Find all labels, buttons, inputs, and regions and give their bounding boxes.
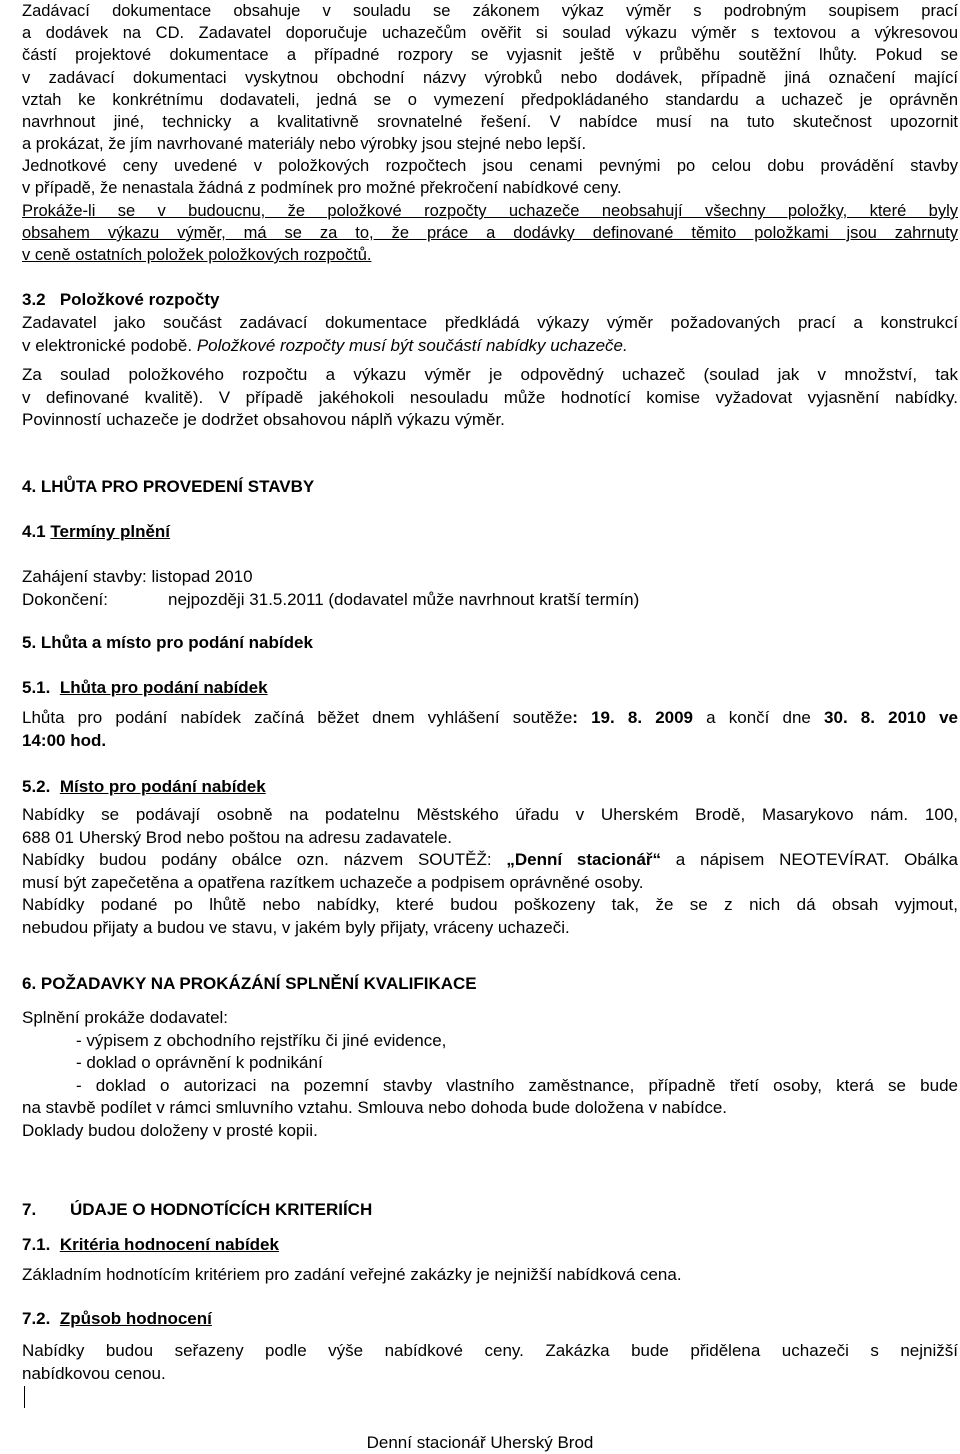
section-number: 5.1. <box>22 678 51 697</box>
section-6-heading: 6. POŽADAVKY NA PROKÁZÁNÍ SPLNĚNÍ KVALIFIKACE <box>22 974 477 993</box>
body-text: v elektronické podobě. <box>22 335 197 355</box>
body-line: Základním hodnotícím kritériem pro zadání veřejné zakázky je nejnižší nabídková cena. <box>22 1265 682 1284</box>
deadline-text: Lhůta pro podání nabídek začíná běžet dnem vyhlášení soutěže <box>22 708 573 727</box>
underlined-line: v ceně ostatních položek položkových rozpočtů. <box>22 246 372 264</box>
intro-line: částí projektové dokumentace a případné rozpory se vyjasnit ještě v průběhu soutěžní lhůty. Pokud se <box>22 46 958 64</box>
prices-line: Jednotkové ceny uvedené v položkových rozpočtech jsou cenami pevnými po celou dobu provádění stavby <box>22 157 958 175</box>
section-5-heading: 5. Lhůta a místo pro podání nabídek <box>22 633 313 652</box>
body-italic: Položkové rozpočty musí být součástí nabídky uchazeče. <box>196 335 628 355</box>
section-4-heading: 4. LHŮTA PRO PROVEDENÍ STAVBY <box>22 477 315 496</box>
intro-line: Zadávací dokumentace obsahuje v souladu se zákonem výkaz výměr s podrobným soupisem prací <box>22 2 958 20</box>
body-line: Nabídky budou seřazeny podle výše nabídkové ceny. Zakázka bude přidělena uchazeči s nejnižší <box>22 1341 958 1360</box>
intro-line: v zadávací dokumentaci vyskytnou obchodní názvy výrobků nebo dodávek, případně jiná označení mající <box>22 69 958 87</box>
deadline-end: 30. 8. 2010 ve <box>824 708 958 727</box>
body-line: Splnění prokáže dodavatel: <box>22 1008 229 1027</box>
section-3-2-body <box>22 312 958 357</box>
underlined-line: obsahem výkazu výměr, má se za to, že práce a dodávky definované těmito položkami jsou zahrnuty <box>22 224 958 242</box>
section-number: 7.1. <box>22 1235 51 1254</box>
section-5-1-body <box>22 707 958 752</box>
section-title: Položkové rozpočty <box>59 290 220 309</box>
section-title: Kritéria hodnocení nabídek <box>59 1235 279 1254</box>
section-6-body <box>22 1007 958 1142</box>
revision-bar <box>24 1386 25 1408</box>
section-number: 4.1 <box>22 522 46 541</box>
intro-line: a prokázat, že jím navrhované materiály nebo výrobky jsou stejné nebo lepší. <box>22 135 587 153</box>
section-title: Místo pro podání nabídek <box>59 777 266 796</box>
section-5-2-body: Nabídky se podávají osobně na podatelnu Městského úřadu v Uherském Brodě, Masarykovo nám. 100, 688 01 Uherský Brod nebo poštou na adresu zadavatele. Nabídky budou podány obálce ozn. názvem SOUTĚŽ: „Denní stacionář“ a nápisem NEOTEVÍRAT. Obálka musí být zapečetěna a opatřena razítkem uchazeče a podpisem oprávněné osoby. Nabídky podané po lhůtě nebo nabídky, které budou poškozeny tak, že se z nich dá obsah vyjmout, nebudou přijaty a budou ve stavu, v jakém byly přijaty, vráceny uchazeči. <box>22 804 958 939</box>
section-3-2-heading <box>22 289 958 312</box>
intro-line: navrhnout jiné, technicky a kvalitativně srovnatelné řešení. V nabídce musí na tuto skutečnost upozornit <box>22 113 958 131</box>
unit-prices-paragraph <box>22 155 958 199</box>
prices-line: v případě, že nenastala žádná z podmínek pro možné překročení nabídkové ceny. <box>22 179 622 197</box>
section-3-2-para2 <box>22 364 958 432</box>
intro-paragraph <box>22 0 958 155</box>
underlined-paragraph <box>22 200 958 266</box>
section-7-heading <box>22 1199 958 1222</box>
body-line: nebudou přijaty a budou ve stavu, v jakém byly přijaty, vráceny uchazeči. <box>22 917 570 937</box>
end-value: nejpozději 31.5.2011 (dodavatel může navrhnout kratší termín) <box>168 589 640 609</box>
body-line: Povinností uchazeče je dodržet obsahovou náplň výkazu výměr. <box>22 410 505 429</box>
section-7-2-heading <box>22 1308 958 1331</box>
section-7-1-body <box>22 1264 958 1287</box>
intro-line: a dodávek na CD. Zadavatel doporučuje uchazečům ověřit si soulad výkazu výměr s textovou a výkresovou <box>22 24 958 42</box>
underlined-line: Prokáže-li se v budoucnu, že položkové rozpočty uchazeče neobsahují všechny položky, které byly <box>22 202 958 220</box>
section-number: 3.2 <box>22 290 46 309</box>
deadline-start: : 19. 8. 2009 <box>572 708 694 727</box>
section-title: ÚDAJE O HODNOTÍCÍCH KRITERIÍCH <box>70 1200 373 1219</box>
end-label: Dokončení: <box>22 589 108 609</box>
qualification-item: - doklad o oprávnění k podnikání <box>76 1053 323 1072</box>
qualification-item: - výpisem z obchodního rejstříku či jiné evidence, <box>76 1030 447 1050</box>
section-7-1-heading <box>22 1234 958 1257</box>
section-number: 5.2. <box>22 777 51 796</box>
competition-name: „Denní stacionář“ <box>506 850 662 869</box>
body-line: na stavbě podílet v rámci smluvního vztahu. Smlouva nebo dohoda bude doložena v nabídce. <box>22 1098 728 1117</box>
qualification-item: - doklad o autorizaci na pozemní stavby vlastního zaměstnance, případně třetí osoby, která se bude <box>76 1075 958 1095</box>
body-line: v definované kvalitě). V případě jakéhokoli nesouladu může hodnotící komise vyžadovat vyjasnění nabídky. <box>22 387 958 407</box>
section-number: 7. <box>22 1200 37 1219</box>
deadline-mid: a končí dne <box>693 708 825 727</box>
body-line: Za soulad položkového rozpočtu a výkazu výměr je odpovědný uchazeč (soulad jak v množství, tak <box>22 365 958 384</box>
section-number: 7.2. <box>22 1309 51 1328</box>
section-title: Lhůta pro podání nabídek <box>59 678 268 697</box>
section-7-2-body <box>22 1340 958 1385</box>
body-line: Zadavatel jako součást zadávací dokumentace předkládá výkazy výměr požadovaných prací a konstrukcí <box>22 313 958 332</box>
body-line: Nabídky podané po lhůtě nebo nabídky, které budou poškozeny tak, že se z nich dá obsah vyjmout, <box>22 895 958 914</box>
body-line: nabídkovou cenou. <box>22 1363 166 1383</box>
section-title: Termíny plnění <box>50 522 171 541</box>
body-line: Nabídky se podávají osobně na podatelnu Městského úřadu v Uherském Brodě, Masarykovo nám. 100, <box>22 805 958 824</box>
body-line: Doklady budou doloženy v prosté kopii. <box>22 1120 318 1140</box>
section-4-1-heading <box>22 521 958 544</box>
section-5-2-heading <box>22 776 958 799</box>
start-date: Zahájení stavby: listopad 2010 <box>22 567 253 586</box>
body-line: musí být zapečetěna a opatřena razítkem uchazeče a podpisem oprávněné osoby. <box>22 872 644 892</box>
intro-line: vztah ke konkrétnímu dodavateli, jedná se o vymezení předpokládaného standardu a uchazeč je oprávněn <box>22 91 958 109</box>
section-4-1-body <box>22 566 958 611</box>
section-5-1-heading <box>22 677 958 700</box>
body-line: 688 01 Uherský Brod nebo poštou na adresu zadavatele. <box>22 827 453 847</box>
section-title: Způsob hodnocení <box>59 1309 212 1328</box>
deadline-time: 14:00 hod. <box>22 730 107 750</box>
page-footer: Denní stacionář Uherský Brod <box>366 1433 594 1452</box>
